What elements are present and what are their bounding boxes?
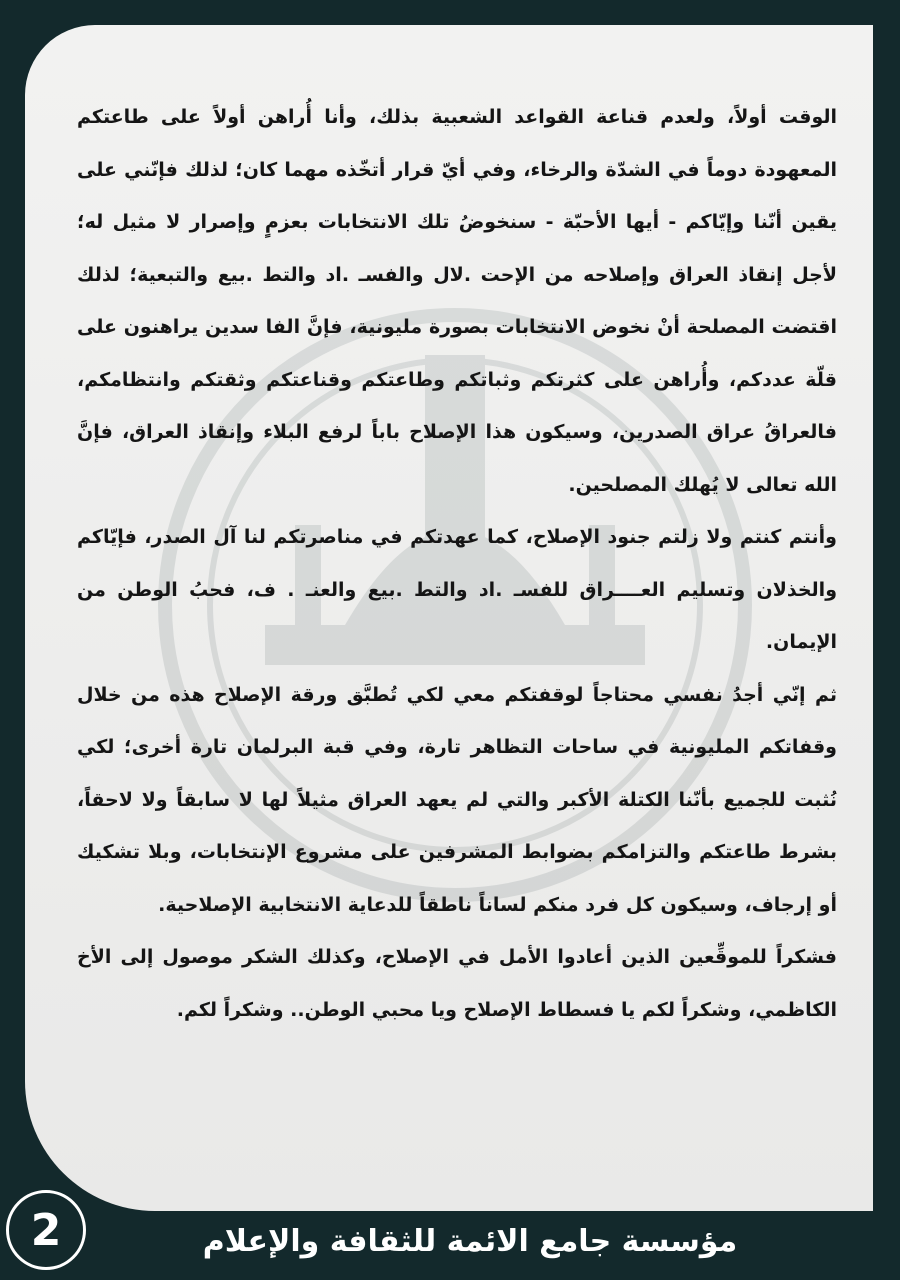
footer-organization-name: مؤسسة جامع الائمة للثقافة والإعلام (202, 1224, 738, 1259)
paragraph-2: وأنتم كنتم ولا زلتم جنود الإصلاح، كما عهدتكم في مناصرتكم لنا آل الصدر، فإيّاكم والخذلان وتسليم العــــراق للفسـ .اد والتط .بيع والعنـ . ف، فحبُ الوطن من الإيمان. (77, 526, 837, 653)
article-body (77, 91, 837, 1036)
page-card (25, 25, 873, 1211)
paragraph-1: الوقت أولاً، ولعدم قناعة القواعد الشعبية بذلك، وأنا أُراهن أولاً على طاعتكم المعهودة دوماً في الشدّة والرخاء، وفي أيّ قرار أتخّذه مهما كان؛ لذلك فإنّني على يقين أنّنا وإيّاكم - أيها الأحبّة - سنخوضُ تلك الانتخابات بعزمٍ وإصرار لا مثيل له؛ لأجل إنقاذ العراق وإصلاحه من الإحت .لال والفسـ .اد والتط .بيع والتبعية؛ لذلك اقتضت المصلحة أنْ نخوض الانتخابات بصورة مليونية، فإنَّ الفا سدين يراهنون على قلّة عددكم، وأُراهن على كثرتكم وثباتكم وطاعتكم وقناعتكم وثقتكم وانتظامكم، فالعراقُ عراق الصدرين، وسيكون هذا الإصلاح باباً لرفع البلاء وإنقاذ العراق، فإنَّ الله تعالى لا يُهلك المصلحين. (77, 106, 837, 496)
paragraph-3: ثم إنّي أجدُ نفسي محتاجاً لوقفتكم معي لكي تُطبَّق ورقة الإصلاح هذه من خلال وقفاتكم المليونية في ساحات التظاهر تارة، وفي قبة البرلمان تارة أخرى؛ لكي نُثبت للجميع بأنّنا الكتلة الأكبر والتي لم يعهد العراق مثيلاً لها لا سابقاً ولا لاحقاً، بشرط طاعتكم والتزامكم بضوابط المشرفين على مشروع الإنتخابات، وبلا تشكيك أو إرجاف، وسيكون كل فرد منكم لساناً ناطقاً للدعاية الانتخابية الإصلاحية. (77, 683, 837, 916)
paragraph-4: فشكراً للموقِّعين الذين أعادوا الأمل في الإصلاح، وكذلك الشكر موصول إلى الأخ الكاظمي، وشكراً لكم يا فسطاط الإصلاح ويا محبي الوطن.. وشكراً لكم. (77, 946, 837, 1021)
page-number-badge: 2 (6, 1190, 86, 1270)
